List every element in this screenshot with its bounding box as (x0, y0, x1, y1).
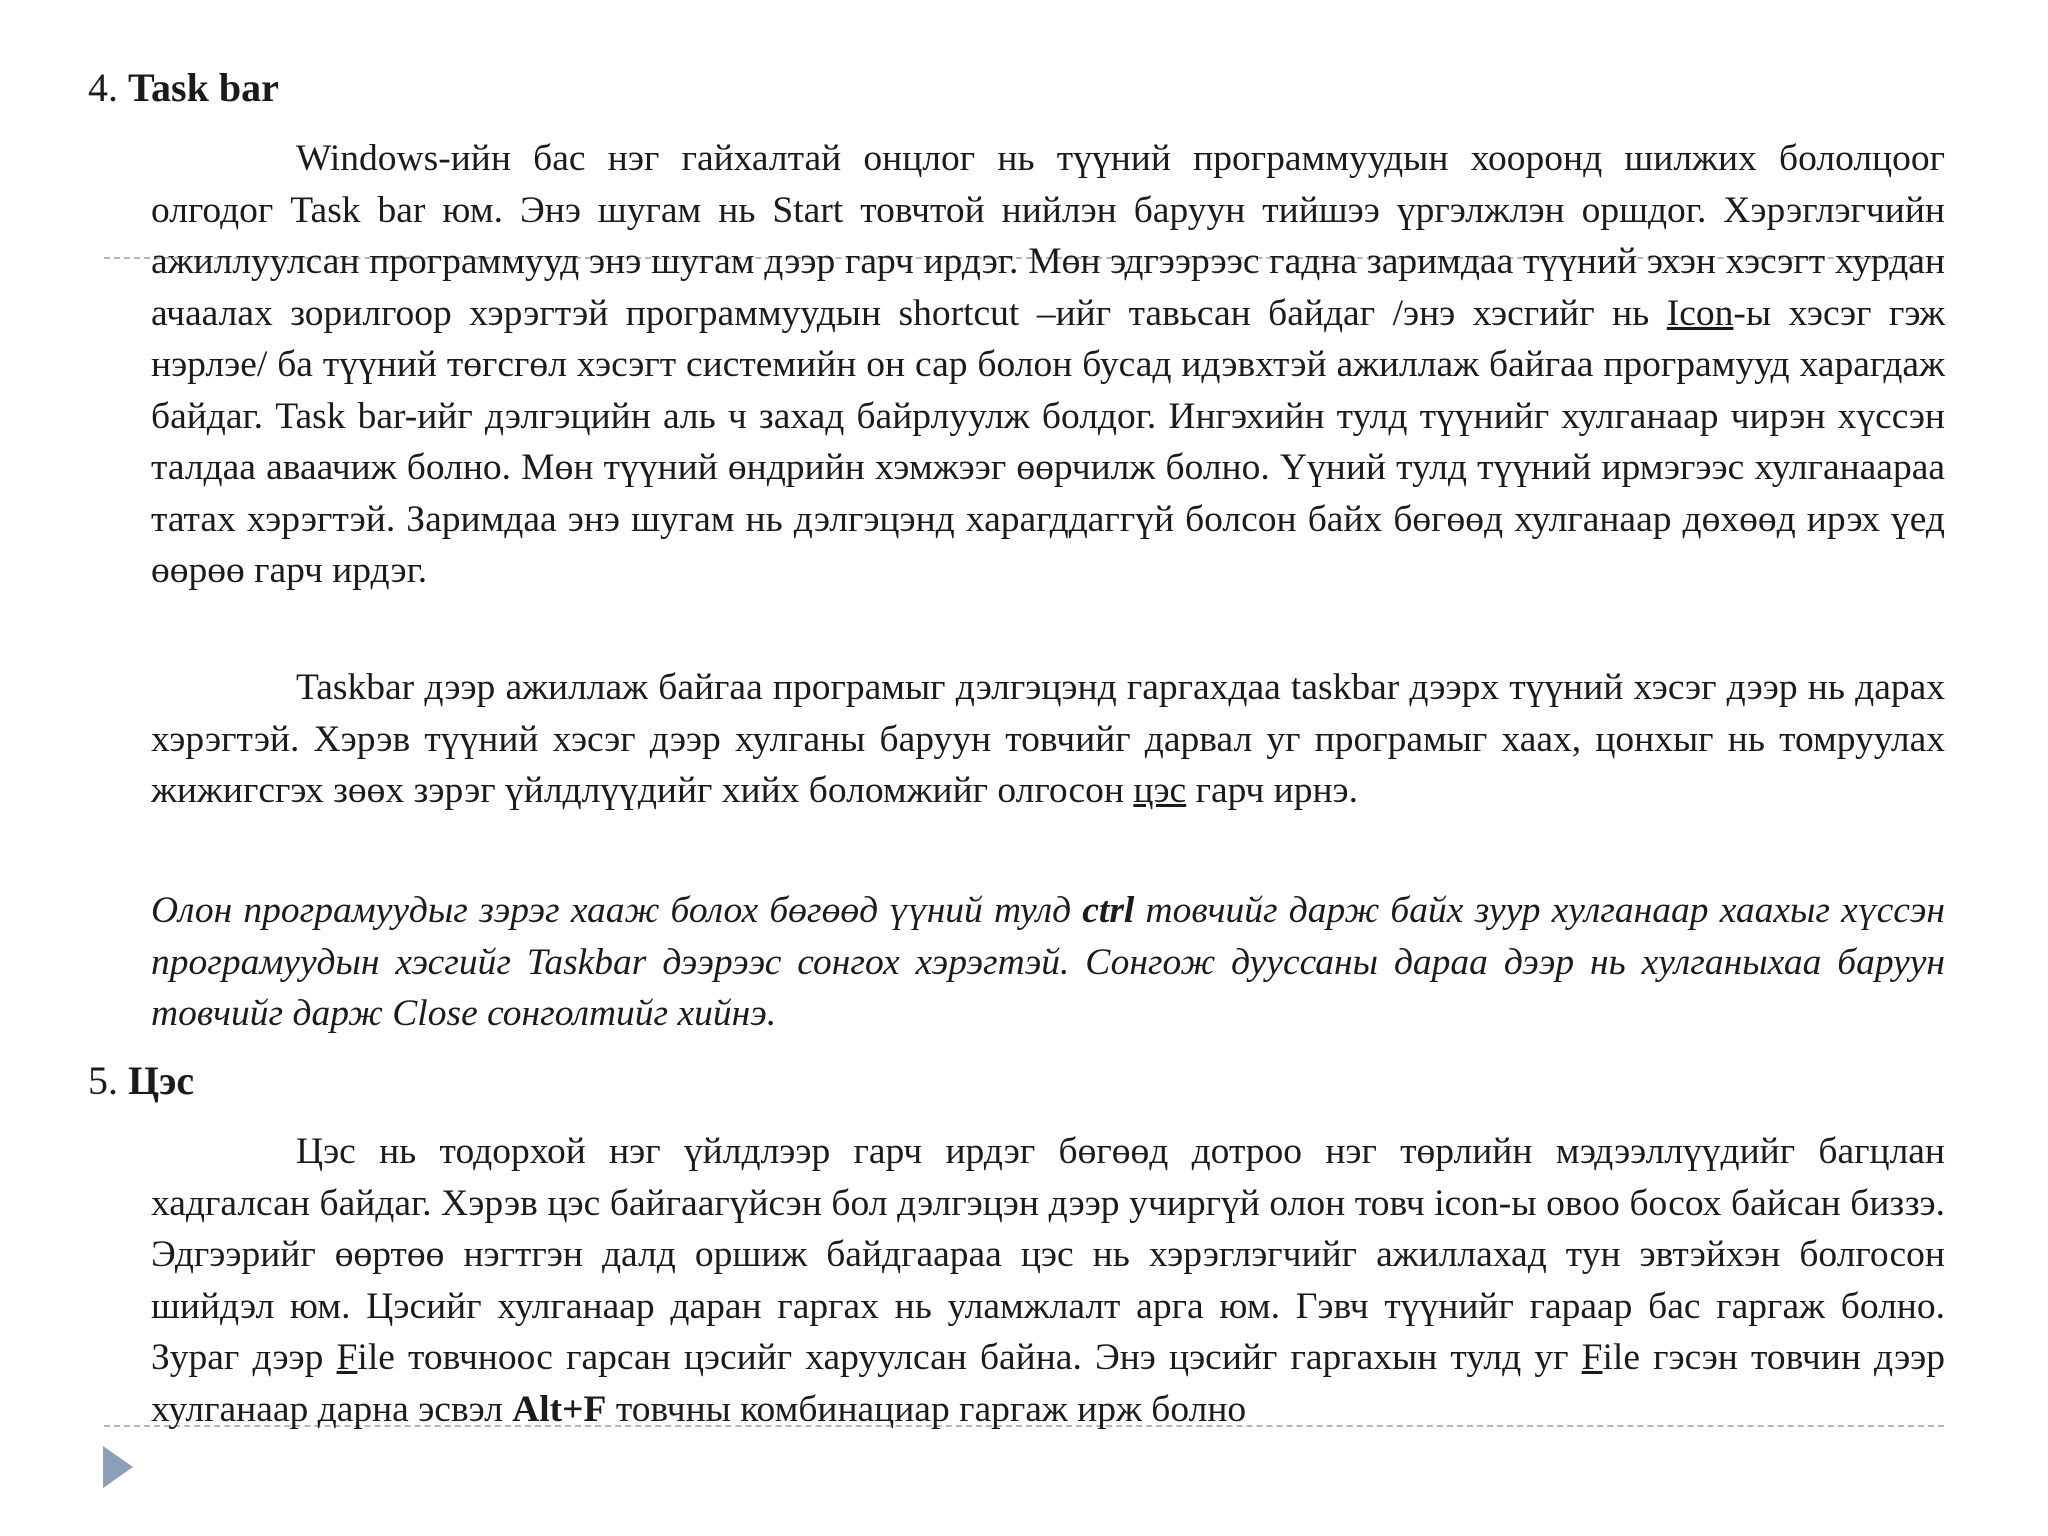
section-number: 4. (88, 65, 118, 110)
taskbar-paragraph-2: Taskbar дээр ажиллаж байгаа програмыг дэлгэцэнд гаргахдаа taskbar дээрх түүний хэсэг дээр нь дарах хэрэгтэй. Хэрэв түүний хэсэг дээр хулганы баруун товчийг дарвал уг програмыг хаах, цонхыг нь томруулах жижигсгэх зөөх зэрэг үйлдлүүдийг хийх боломжийг олгосон цэс гарч ирнэ. (151, 667, 1945, 811)
section-4-heading (88, 64, 279, 112)
alt-f-shortcut: Alt+F (512, 1388, 607, 1430)
file-mnemonic: F (336, 1337, 358, 1378)
section-title: Цэс (128, 1058, 195, 1103)
file-mnemonic: F (1581, 1337, 1603, 1378)
section-title: Task bar (128, 65, 279, 110)
next-slide-triangle-icon[interactable] (103, 1446, 133, 1488)
ctrl-key: ctrl (1082, 890, 1135, 931)
icon-term: Icon (1666, 292, 1734, 334)
taskbar-paragraph-1: Windows-ийн бас нэг гайхалтай онцлог нь түүний программуудын хооронд шилжих бололцоог олгодог Task bar юм. Энэ шугам нь Start товчтой нийлэн баруун тийшээ үргэлжлэн оршдог. Хэрэглэгчийн ажиллуулсан программууд энэ шугам дээр гарч ирдэг. Мөн эдгээрээс гадна заримдаа түүний эхэн хэсэгт хурдан ачаалах зорилгоор хэрэгтэй программуудын shortcut –ийг тавьсан байдаг /энэ хэсгийг нь Icon-ы хэсэг гэж нэрлэе/ ба түүний төгсгөл хэсэгт системийн он сар болон бусад идэвхтэй ажиллаж байгаа програмууд харагдаж байдаг. Task bar-ийг дэлгэцийн аль ч захад байрлуулж болдог. Ингэхийн тулд түүнийг хулганаар чирэн хүссэн талдаа аваачиж болно. Мөн түүний өндрийн хэмжээг өөрчилж болно. Үүний тулд түүний ирмэгээс хулганаараа татах хэрэгтэй. Заримдаа энэ шугам нь дэлгэцэнд харагддаггүй болсон байх бөгөөд хулганаар дөхөөд ирэх үед өөрөө гарч ирдэг. (151, 138, 1946, 591)
menu-paragraph-1: Цэс нь тодорхой нэг үйлдлээр гарч ирдэг бөгөөд дотроо нэг төрлийн мэдээллүүдийг багцлан хадгалсан байдаг. Хэрэв цэс байгаагүйсэн бол дэлгэцэн дээр учиргүй олон товч icon-ы овоо босох байсан биззэ. Эдгээрийг өөртөө нэгтгэн далд оршиж байдгаараа цэс нь хэрэглэгчийг ажиллахад тун эвтэйхэн болгосон шийдэл юм. Цэсийг хулганаар даран гаргах нь уламжлалт арга юм. Гэвч түүнийг гараар бас гаргаж болно. Зураг дээр File товчноос гарсан цэсийг харуулсан байна. Энэ цэсийг гаргахын тулд уг File гэсэн товчин дээр хулганаар дарна эсвэл Alt+F товчны комбинациар гаргаж ирж болно (151, 1131, 1946, 1430)
taskbar-italic-paragraph: Олон програмуудыг зэрэг хааж болох бөгөөд үүний тулд ctrl товчийг дарж байх зуур хулганаар хаахыг хүссэн програмуудын хэсгийг Taskbar дээрээс сонгох хэрэгтэй. Сонгож дууссаны дараа дээр нь хулганыхаа баруун товчийг дарж Close сонголтийг хийнэ. (151, 890, 1946, 1034)
section-5-heading (88, 1057, 194, 1105)
section-number: 5. (88, 1058, 118, 1103)
menu-term: цэс (1133, 770, 1187, 811)
